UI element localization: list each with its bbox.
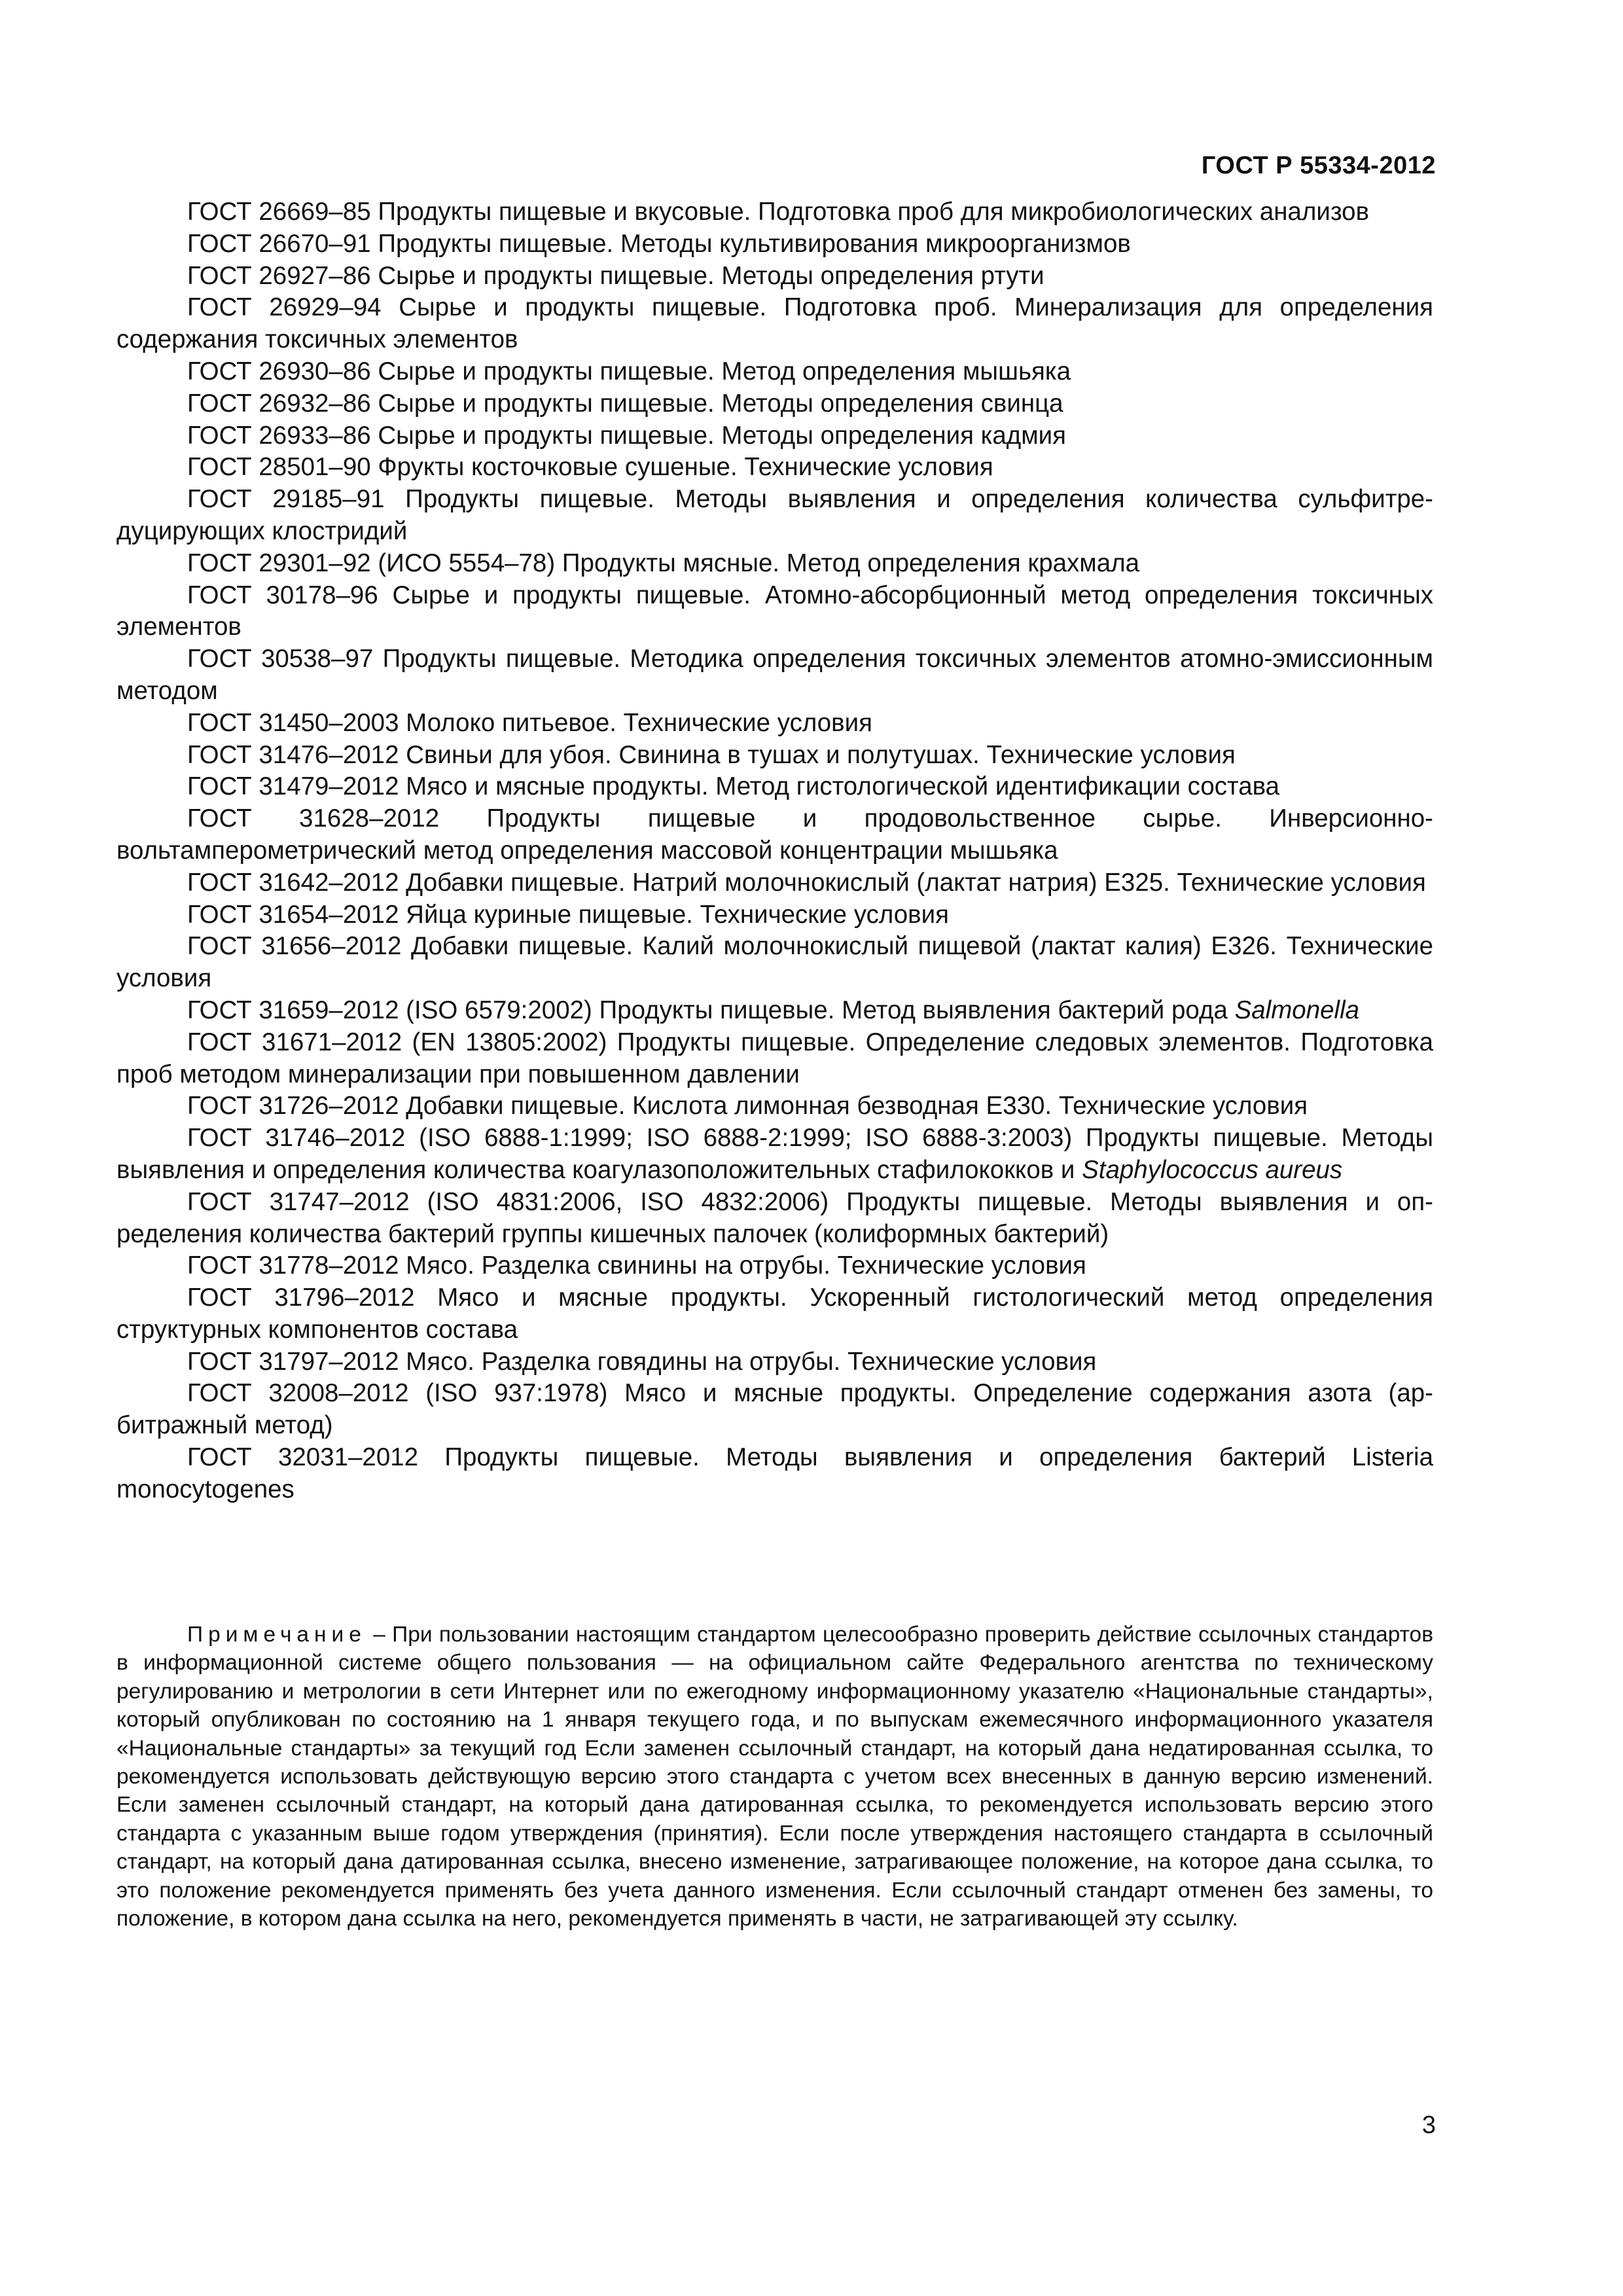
reference-item	[116, 196, 1433, 228]
reference-text: ГОСТ 31726–2012 Добавки пищевые. Кислота лимонная безводная Е330. Технические условия	[187, 1092, 1308, 1121]
reference-italic-term: Staphylococcus aureus	[1082, 1155, 1343, 1184]
reference-text: ГОСТ 26933–86 Сырье и продукты пищевые. Методы определения кадмия	[187, 421, 1067, 450]
page-number: 3	[1421, 2111, 1436, 2139]
reference-item	[116, 771, 1433, 803]
reference-item	[116, 867, 1433, 899]
reference-text: ГОСТ 31642–2012 Добавки пищевые. Натрий молочнокислый (лактат натрия) Е325. Технические условия	[187, 868, 1426, 897]
reference-item	[116, 356, 1433, 388]
reference-text: ГОСТ 32008–2012 (ISO 937:1978) Мясо и мясные продукты. Определение содержания азота (арбитражный метод)	[116, 1379, 1433, 1440]
reference-text: ГОСТ 31747–2012 (ISO 4831:2006, ISO 4832:2006) Продукты пищевые. Методы выявления и определения количества бактерий группы кишечных палочек (колиформных бактерий)	[116, 1187, 1433, 1248]
reference-text: ГОСТ 31628–2012 Продукты пищевые и продовольственное сырье. Инверсионно-вольтамперометрический метод определения массовой концентрации мышьяка	[116, 804, 1433, 865]
reference-item	[116, 1122, 1433, 1187]
reference-item	[116, 580, 1433, 644]
reference-text: ГОСТ 31796–2012 Мясо и мясные продукты. Ускоренный гистологический метод определения структурных компонентов состава	[116, 1283, 1433, 1344]
reference-item	[116, 643, 1433, 708]
reference-item	[116, 1027, 1433, 1091]
reference-item	[116, 548, 1433, 580]
reference-item	[116, 1442, 1433, 1506]
reference-item	[116, 708, 1433, 740]
note-text: – При пользовании настоящим стандартом целесообразно проверить действие ссылочных стандартов в информационной системе общего пользования — на официальном сайте Федерального агентства по техническому регулированию и метрологии в сети Интернет или по ежегодному информационному указателю «Национальные стандарты», который опубликован по состоянию на 1 января текущего года, и по выпускам ежемесячного информационного указателя «Национальные стандарты» за текущий год Если заменен ссылочный стандарт, на который дана недатированная ссылка, то рекомендуется использовать действующую версию этого стандарта с учетом всех внесенных в данную версию изменений. Если заменен ссылочный стандарт, на который дана датированная ссылка, то рекомендуется использовать версию этого стандарта с указанным выше годом утверждения (принятия). Если после утверждения настоящего стандарта в ссылочный стандарт, на который дана датированная ссылка, внесено изменение, затрагивающее положение, на которое дана ссылка, то это положение рекомендуется применять без учета данного изменения. Если ссылочный стандарт отменен без замены, то положение, в котором дана ссылка на него, рекомендуется применять в части, не затрагивающей эту ссылку.	[116, 1623, 1433, 1931]
reference-item	[116, 740, 1433, 772]
reference-item	[116, 260, 1433, 293]
reference-text: ГОСТ 31778–2012 Мясо. Разделка свинины на отрубы. Технические условия	[187, 1251, 1086, 1280]
reference-item	[116, 899, 1433, 931]
note-label: Примечание	[187, 1623, 366, 1647]
reference-text: ГОСТ 31656–2012 Добавки пищевые. Калий молочнокислый пищевой (лактат калия) Е326. Технические условия	[116, 932, 1433, 993]
reference-item	[116, 1090, 1433, 1122]
reference-text: ГОСТ 31479–2012 Мясо и мясные продукты. Метод гистологической идентификации состава	[187, 772, 1280, 801]
reference-item	[116, 931, 1433, 995]
reference-italic-term: Salmonella	[1234, 996, 1360, 1024]
reference-item	[116, 484, 1433, 548]
reference-text: ГОСТ 31654–2012 Яйца куриные пищевые. Технические условия	[187, 900, 949, 929]
reference-text: ГОСТ 26669–85 Продукты пищевые и вкусовые. Подготовка проб для микробиологических анализов	[187, 198, 1370, 226]
reference-text: ГОСТ 31797–2012 Мясо. Разделка говядины на отрубы. Технические условия	[187, 1347, 1097, 1376]
reference-item	[116, 452, 1433, 484]
document-code: ГОСТ Р 55334-2012	[1201, 152, 1436, 179]
reference-text: ГОСТ 26927–86 Сырье и продукты пищевые. Методы определения ртути	[187, 261, 1044, 290]
normative-references-list	[116, 196, 1433, 1506]
reference-text: ГОСТ 31450–2003 Молоко питьевое. Технические условия	[187, 708, 872, 737]
reference-text: ГОСТ 26932–86 Сырье и продукты пищевые. Методы определения свинца	[187, 389, 1063, 418]
reference-text: ГОСТ 26670–91 Продукты пищевые. Методы культивирования микроорганизмов	[187, 229, 1131, 258]
reference-text: ГОСТ 29185–91 Продукты пищевые. Методы выявления и определения количества сульфитредуцирующих клостридий	[116, 485, 1433, 545]
note-paragraph	[116, 1621, 1433, 1933]
reference-text: ГОСТ 31476–2012 Свиньи для убоя. Свинина в тушах и полутушах. Технические условия	[187, 740, 1236, 769]
reference-text: ГОСТ 26929–94 Сырье и продукты пищевые. Подготовка проб. Минерализация для определения содержания токсичных элементов	[116, 293, 1433, 354]
reference-text: ГОСТ 29301–92 (ИСО 5554–78) Продукты мясные. Метод определения крахмала	[187, 548, 1140, 577]
reference-text: ГОСТ 28501–90 Фрукты косточковые сушеные. Технические условия	[187, 453, 993, 482]
reference-item	[116, 1187, 1433, 1251]
reference-item	[116, 292, 1433, 356]
reference-item	[116, 995, 1433, 1027]
reference-item	[116, 1282, 1433, 1346]
reference-item	[116, 388, 1433, 420]
reference-text: ГОСТ 32031–2012 Продукты пищевые. Методы выявления и определения бактерий Listeria monocytogenes	[116, 1443, 1433, 1503]
reference-text: ГОСТ 31659–2012 (ISO 6579:2002) Продукты пищевые. Метод выявления бактерий рода	[187, 996, 1235, 1024]
reference-item	[116, 803, 1433, 867]
reference-item	[116, 1250, 1433, 1282]
reference-item	[116, 228, 1433, 260]
reference-text: ГОСТ 30538–97 Продукты пищевые. Методика определения токсичных элементов атомно-эмиссионным методом	[116, 645, 1433, 705]
reference-item	[116, 1346, 1433, 1378]
reference-item	[116, 420, 1433, 452]
reference-text: ГОСТ 31671–2012 (EN 13805:2002) Продукты пищевые. Определение следовых элементов. Подготовка проб методом минерализации при повышенном давлении	[116, 1028, 1433, 1088]
reference-item	[116, 1378, 1433, 1442]
reference-text: ГОСТ 26930–86 Сырье и продукты пищевые. Метод определения мышьяка	[187, 357, 1071, 386]
reference-text: ГОСТ 30178–96 Сырье и продукты пищевые. Атомно-абсорбционный метод определения токсичных элементов	[116, 581, 1433, 641]
reference-text: ГОСТ 31746–2012 (ISO 6888-1:1999; ISO 6888-2:1999; ISO 6888-3:2003) Продукты пищевые. Методы выявления и определения количества коагулазоположительных стафилококков и	[116, 1124, 1433, 1184]
